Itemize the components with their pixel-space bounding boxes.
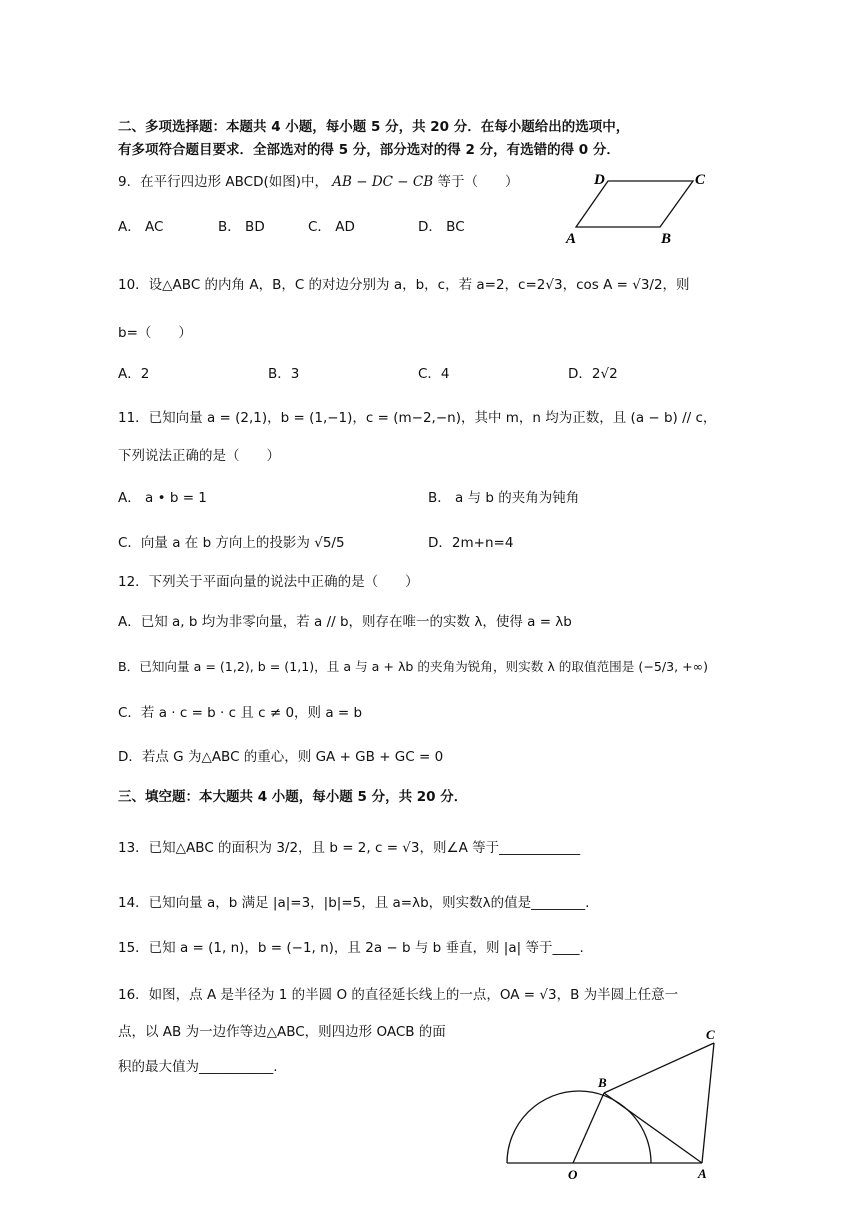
- q11-option-c: C．向量 a 在 b 方向上的投影为 √5/5: [118, 535, 345, 551]
- q11-option-b: B． a 与 b 的夹角为钝角: [428, 490, 580, 506]
- q10-stem: 10．设△ABC 的内角 A，B，C 的对边分别为 a，b，c，若 a=2，c=2√3，cos A = √3/2，则: [118, 277, 690, 293]
- q12-option-a: A．已知 a, b 均为非零向量，若 a // b，则存在唯一的实数 λ，使得 a = λb: [118, 614, 572, 630]
- q16-line3: 积的最大值为___________.: [118, 1059, 278, 1075]
- segment-ba: [604, 1093, 702, 1163]
- segment-ca: [702, 1043, 714, 1163]
- figure-label-a: A: [566, 231, 577, 247]
- q10-option-d: D．2√2: [568, 366, 618, 382]
- q11-stem2: 下列说法正确的是（ ）: [118, 448, 280, 464]
- q15-text: 15．已知 a = (1, n)，b = (−1, n)，且 2a − b 与 b 垂直，则 |a| 等于____.: [118, 940, 584, 956]
- section2-heading-line2: 有多项符合题目要求．全部选对的得 5 分，部分选对的得 2 分，有选错的得 0 分．: [118, 142, 620, 158]
- segment-ob: [573, 1093, 604, 1163]
- q10-option-a: A．2: [118, 366, 150, 382]
- figure-label-b: B: [598, 1075, 607, 1090]
- figure-label-o: O: [568, 1167, 578, 1182]
- q9-option-c: C． AD: [308, 219, 355, 235]
- q11-stem: 11．已知向量 a = (2,1)，b = (1,−1)，c = (m−2,−n)，其中 m，n 均为正数，且 (a − b) // c，: [118, 410, 717, 426]
- q9-tail: 等于（ ）: [437, 174, 519, 190]
- q16-line2: 点，以 AB 为一边作等边△ABC，则四边形 OACB 的面: [118, 1024, 446, 1040]
- q10-stem2: b=（ ）: [118, 325, 192, 341]
- figure-label-a: A: [698, 1166, 707, 1181]
- q9-parallelogram-figure: [560, 165, 720, 250]
- section2-heading-line1: 二、多项选择题：本题共 4 小题，每小题 5 分，共 20 分．在每小题给出的选项中，: [118, 119, 630, 135]
- q10-option-b: B．3: [268, 366, 300, 382]
- q9-option-a: A． AC: [118, 219, 164, 235]
- q12-option-b: B．已知向量 a = (1,2), b = (1,1)，且 a 与 a + λb 的夹角为锐角，则实数 λ 的取值范围是 (−5/3, +∞): [118, 659, 709, 674]
- q9-option-b: B． BD: [218, 219, 265, 235]
- q12-option-d: D．若点 G 为△ABC 的重心，则 GA + GB + GC = 0: [118, 749, 444, 765]
- q10-option-c: C．4: [418, 366, 450, 382]
- segment-bc: [604, 1043, 714, 1093]
- section3-heading: 三、填空题：本大题共 4 小题，每小题 5 分，共 20 分．: [118, 789, 468, 805]
- figure-label-c: C: [695, 172, 706, 188]
- figure-label-c: C: [706, 1027, 715, 1042]
- figure-label-d: D: [594, 172, 605, 188]
- q9-option-d: D． BC: [418, 219, 465, 235]
- q11-option-d: D．2m+n=4: [428, 535, 514, 551]
- q9-expression: AB − DC − CB: [332, 174, 434, 190]
- q9-stem-line: [118, 172, 518, 192]
- q13-text: 13．已知△ABC 的面积为 3/2，且 b = 2, c = √3，则∠A 等于____________: [118, 840, 581, 856]
- q16-line1: 16．如图，点 A 是半径为 1 的半圆 O 的直径延长线上的一点，OA = √3，B 为半圆上任意一: [118, 987, 679, 1003]
- q12-stem: 12．下列关于平面向量的说法中正确的是（ ）: [118, 574, 419, 590]
- q16-semicircle-figure: [490, 1025, 730, 1185]
- q9-stem: 9．在平行四边形 ABCD(如图)中，: [118, 174, 328, 190]
- q12-option-c: C．若 a · c = b · c 且 c ≠ 0，则 a = b: [118, 705, 363, 721]
- figure-label-b: B: [661, 231, 672, 247]
- semicircle-arc: [507, 1091, 651, 1163]
- q11-option-a: A． a • b = 1: [118, 490, 207, 506]
- q14-text: 14．已知向量 a，b 满足 |a|=3，|b|=5，且 a=λb，则实数λ的值是________.: [118, 895, 590, 911]
